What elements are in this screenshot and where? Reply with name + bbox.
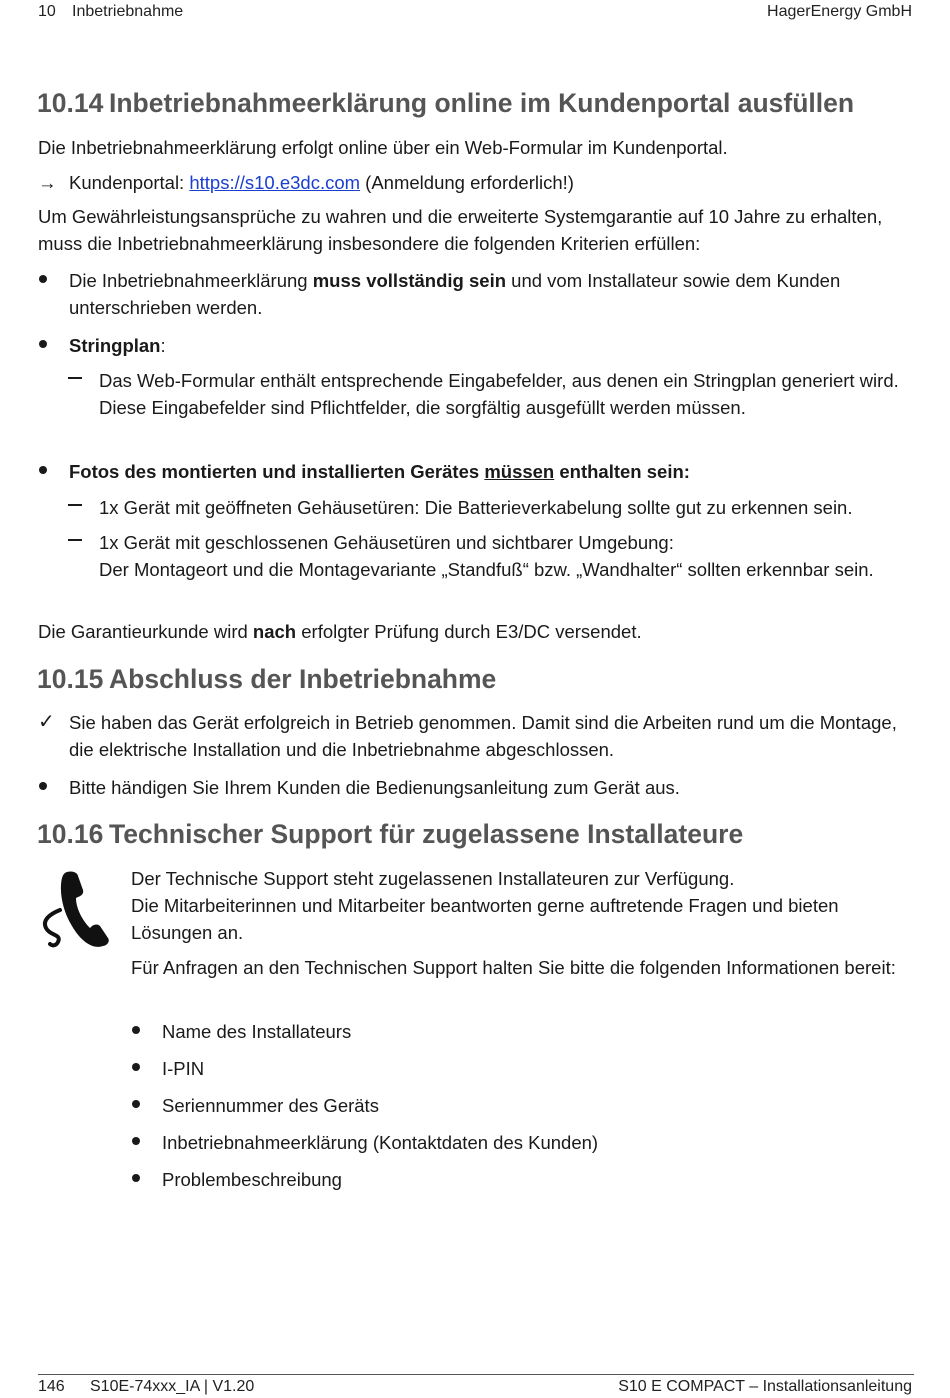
page-number: 146	[38, 1378, 65, 1395]
bullet-text: Bitte händigen Sie Ihrem Kunden die Bedienungsanleitung zum Gerät aus.	[69, 777, 680, 798]
document-title: S10 E COMPACT – Installationsanleitung	[618, 1378, 912, 1395]
list-item: Inbetriebnahmeerklärung (Kontaktdaten des Kunden)	[131, 1129, 911, 1156]
support-paragraph: Der Technische Support steht zugelassenen Installateuren zur Verfügung. Die Mitarbeiterinnen und Mitarbeiter beantworten gerne auftretende Fragen und bieten Lösungen an.	[131, 868, 839, 943]
sub-list-item	[68, 367, 918, 421]
bullet-icon	[39, 340, 47, 348]
list-item	[38, 267, 918, 321]
section-number: 10.14	[37, 88, 104, 118]
document-id: S10E-74xxx_IA | V1.20	[90, 1378, 255, 1395]
sub-item-text: Das Web-Formular enthält entsprechende Eingabefelder, aus denen ein Stringplan generiert wird. Diese Eingabefelder sind Pflichtfelder, die sorgfältig ausgefüllt werden müssen.	[99, 370, 899, 418]
list-item	[38, 458, 918, 485]
arrow-right-icon: →	[38, 172, 57, 193]
footer-divider	[38, 1374, 914, 1375]
sub-list-item	[68, 529, 918, 583]
warranty-paragraph: Um Gewährleistungsansprüche zu wahren und die erweiterte Systemgarantie auf 10 Jahre zu erhalten, muss die Inbetriebnahmeerklärung insbesondere die folgenden Kriterien erfüllen:	[38, 206, 883, 254]
sub-item-text: Der Montageort und die Montagevariante „Standfuß“ bzw. „Wandhalter“ sollten erkennbar sein.	[99, 559, 874, 580]
bullet-text: und vom Installateur sowie dem Kunden unterschrieben werden.	[69, 270, 841, 318]
page-header-chapter	[38, 3, 183, 21]
portal-label: Kundenportal:	[69, 172, 190, 193]
page-footer-left	[38, 1378, 254, 1396]
support-request-paragraph: Für Anfragen an den Technischen Support halten Sie bitte die folgenden Informationen bereit:	[131, 957, 896, 978]
list-item: Name des Installateurs	[131, 1018, 911, 1045]
section-number: 10.16	[37, 819, 104, 849]
closing-bold-text: nach	[252, 621, 297, 642]
bullet-icon	[132, 1063, 140, 1071]
telephone-handset-icon	[40, 868, 110, 948]
checkmark-icon: ✓	[38, 711, 55, 733]
section-heading-10-14	[37, 88, 854, 119]
portal-line	[38, 169, 918, 196]
bullet-text: Die Inbetriebnahmeerklärung	[69, 270, 313, 291]
closing-paragraph: Die Garantieurkunde wird nach erfolgter Prüfung durch E3/DC versendet.	[38, 621, 642, 642]
list-item: I-PIN	[131, 1055, 911, 1082]
list-item	[38, 332, 918, 359]
section-heading-10-16	[37, 819, 743, 850]
bullet-bold-text: Stringplan	[69, 335, 161, 356]
section-title: Inbetriebnahmeerklärung online im Kundenportal ausfüllen	[109, 88, 855, 118]
section-number: 10.15	[37, 664, 104, 694]
list-item: Seriennummer des Geräts	[131, 1092, 911, 1119]
bullet-icon	[132, 1137, 140, 1145]
bullet-icon	[39, 782, 47, 790]
section-heading-10-15	[37, 664, 496, 695]
bullet-icon	[39, 466, 47, 474]
bullet-icon	[39, 275, 47, 283]
section-title: Abschluss der Inbetriebnahme	[109, 664, 497, 694]
portal-note: (Anmeldung erforderlich!)	[360, 172, 574, 193]
bullet-bold-text: Fotos des montierten und installierten Gerätes	[69, 461, 485, 482]
section-title: Technischer Support für zugelassene Installateure	[109, 819, 744, 849]
dash-icon	[68, 377, 82, 379]
bullet-icon	[132, 1174, 140, 1182]
bullet-bold-text: muss vollständig sein	[312, 270, 507, 291]
intro-paragraph: Die Inbetriebnahmeerklärung erfolgt online über ein Web-Formular im Kundenportal.	[38, 137, 728, 158]
sub-item-text: 1x Gerät mit geschlossenen Gehäusetüren und sichtbarer Umgebung:	[99, 532, 674, 553]
list-item: Problembeschreibung	[131, 1166, 911, 1193]
page-header-company: HagerEnergy GmbH	[767, 3, 912, 20]
sub-list-item	[68, 494, 918, 521]
bullet-icon	[132, 1100, 140, 1108]
dash-icon	[68, 539, 82, 541]
bullet-bold-text: enthalten sein:	[554, 461, 690, 482]
chapter-title: Inbetriebnahme	[72, 3, 184, 20]
bullet-underlined-text: müssen	[484, 461, 555, 482]
bullet-icon	[132, 1026, 140, 1034]
chapter-number: 10	[38, 3, 56, 20]
result-item	[38, 709, 918, 763]
list-item	[38, 774, 918, 801]
result-text: Sie haben das Gerät erfolgreich in Betrieb genommen. Damit sind die Arbeiten rund um die Montage, die elektrische Installation und die Inbetriebnahme abgeschlossen.	[69, 712, 897, 760]
bullet-text: :	[160, 335, 166, 356]
dash-icon	[68, 504, 82, 506]
sub-item-text: 1x Gerät mit geöffneten Gehäusetüren: Die Batterieverkabelung sollte gut zu erkennen sein.	[99, 497, 853, 518]
portal-link[interactable]: https://s10.e3dc.com	[189, 172, 361, 193]
